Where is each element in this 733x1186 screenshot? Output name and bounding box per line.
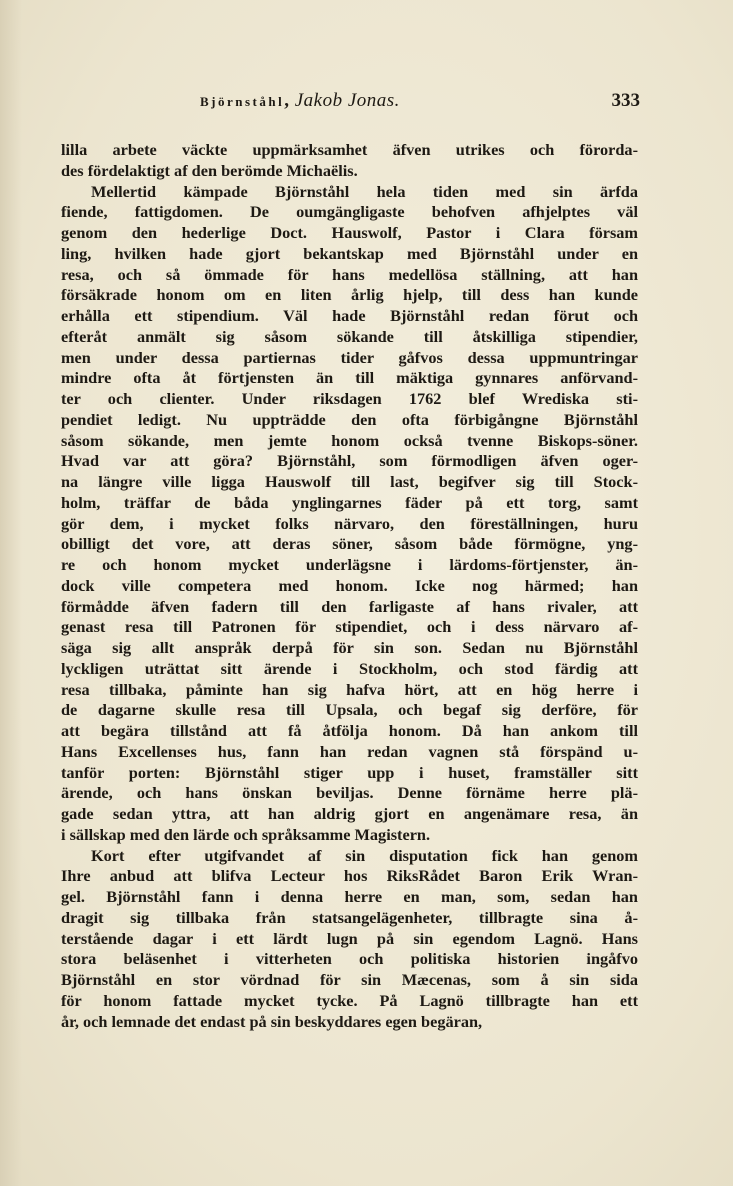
text-line: ter och clienter. Under riksdagen 1762 blef Wrediska sti- [61, 389, 638, 408]
text-line: Kort efter utgifvandet af sin disputation fick han genom [91, 845, 638, 865]
text-line: resa tillbaka, påminte han sig hafva hört, att en hög herre i [61, 679, 638, 699]
text-line: terstående dagar i ett lärdt lugn på sin egendom Lagnö. Hans [61, 928, 638, 948]
text-line: såsom sökande, men jemte honom också tvenne Biskops-söner. [61, 430, 638, 450]
text-line: Hvad var att göra? Björnståhl, som förmodligen äfven oger- [61, 451, 638, 471]
page-number: 333 [611, 90, 640, 111]
text-line: de dagarne skulle resa till Upsala, och begaf sig derföre, för [61, 700, 638, 720]
text-line: Björnståhl en stor vördnad för sin Mæcenas, som å sin sida [61, 970, 638, 989]
text-line: försäkrade honom om en liten årlig hjelp, till dess han kunde [61, 285, 638, 305]
text-line: fiende, fattigdomen. De oumgängligaste behofven afhjelptes väl [61, 202, 638, 222]
text-line: att begära tillstånd att få åtfölja honom. Då han ankom till [61, 721, 638, 740]
text-line: lilla arbete väckte uppmärksamhet äfven utrikes och förorda- [61, 140, 638, 159]
text-line: re och honom mycket underlägsne i lärdoms-förtjenster, än- [61, 555, 638, 574]
text-line: gör dem, i mycket folks närvaro, den föreställningen, huru [61, 513, 638, 533]
body-text [61, 140, 638, 1032]
text-line: efteråt anmält sig såsom sökande till åtskilliga stipendier, [61, 326, 638, 346]
text-line: säga sig allt anspråk derpå för sin son. Sedan nu Björnståhl [61, 638, 638, 657]
running-title-separator: , [284, 90, 295, 111]
text-line: na längre ville ligga Hauswolf till last, begifver sig till Stock- [61, 472, 638, 491]
text-line: Mellertid kämpade Björnståhl hela tiden med sin ärfda [91, 181, 638, 201]
text-line: holm, träffar de båda ynglingarnes fäder på ett torg, samt [61, 492, 638, 512]
text-line: tanför porten: Björnståhl stiger upp i huset, framställer sitt [61, 762, 638, 782]
running-title-surname: Björnståhl [200, 94, 285, 109]
text-line: erhålla ett stipendium. Väl hade Björnståhl redan förut och [61, 306, 638, 325]
text-line: Hans Excellenses hus, fann han redan vagnen stå förspänd u- [61, 741, 638, 761]
text-line: pendiet ledigt. Nu uppträdde den ofta förbigångne Björnståhl [61, 409, 638, 429]
text-line: mindre ofta åt förtjensten än till mäktiga gynnares anförvand- [61, 368, 638, 388]
page-header [200, 90, 640, 114]
text-line: men under dessa partiernas tider gåfvos dessa uppmuntringar [61, 347, 638, 367]
text-line: för honom fattade mycket tycke. På Lagnö tillbragte han ett [61, 990, 638, 1010]
text-line: förmådde äfven fadern till den farligaste af hans rivaler, att [61, 596, 638, 616]
text-line: gel. Björnståhl fann i denna herre en man, som, sedan han [61, 887, 638, 906]
text-line: obilligt det vore, att deras söner, såsom både förmögne, yng- [61, 534, 638, 554]
text-line: Ihre anbud att blifva Lecteur hos RiksRådet Baron Erik Wran- [61, 866, 638, 886]
running-title [200, 90, 400, 112]
page-gutter-shadow [0, 0, 22, 1186]
text-line: resa, och så ömmade för hans medellösa ställning, att han [61, 264, 638, 284]
text-line: i sällskap med den lärde och språksamme Magistern. [61, 824, 431, 844]
text-line: lyckligen uträttat sitt ärende i Stockholm, och stod färdig att [61, 658, 638, 678]
text-line: genom den hederlige Doct. Hauswolf, Pastor i Clara försam [61, 223, 638, 242]
text-line: dragit sig tillbaka från statsangelägenheter, tillbragte sina å- [61, 907, 638, 927]
text-line: dock ville competera med honom. Icke nog härmed; han [61, 575, 638, 595]
text-line: des fördelaktigt af den berömde Michaëlis. [61, 160, 358, 180]
text-line: år, och lemnade det endast på sin beskyddares egen begäran, [61, 1011, 483, 1031]
text-line: gade sedan yttra, att han aldrig gjort en angenämare resa, än [61, 804, 638, 823]
text-line: genast resa till Patronen för stipendiet, och i dess närvaro af- [61, 617, 638, 637]
text-line: stora beläsenhet i vitterheten och politiska historien ingåfvo [61, 949, 638, 969]
running-title-given-names: Jakob Jonas. [294, 90, 400, 111]
text-line: ling, hvilken hade gjort bekantskap med Björnståhl under en [61, 243, 638, 263]
text-line: ärende, och hans önskan beviljas. Denne förnäme herre plä- [61, 783, 638, 803]
